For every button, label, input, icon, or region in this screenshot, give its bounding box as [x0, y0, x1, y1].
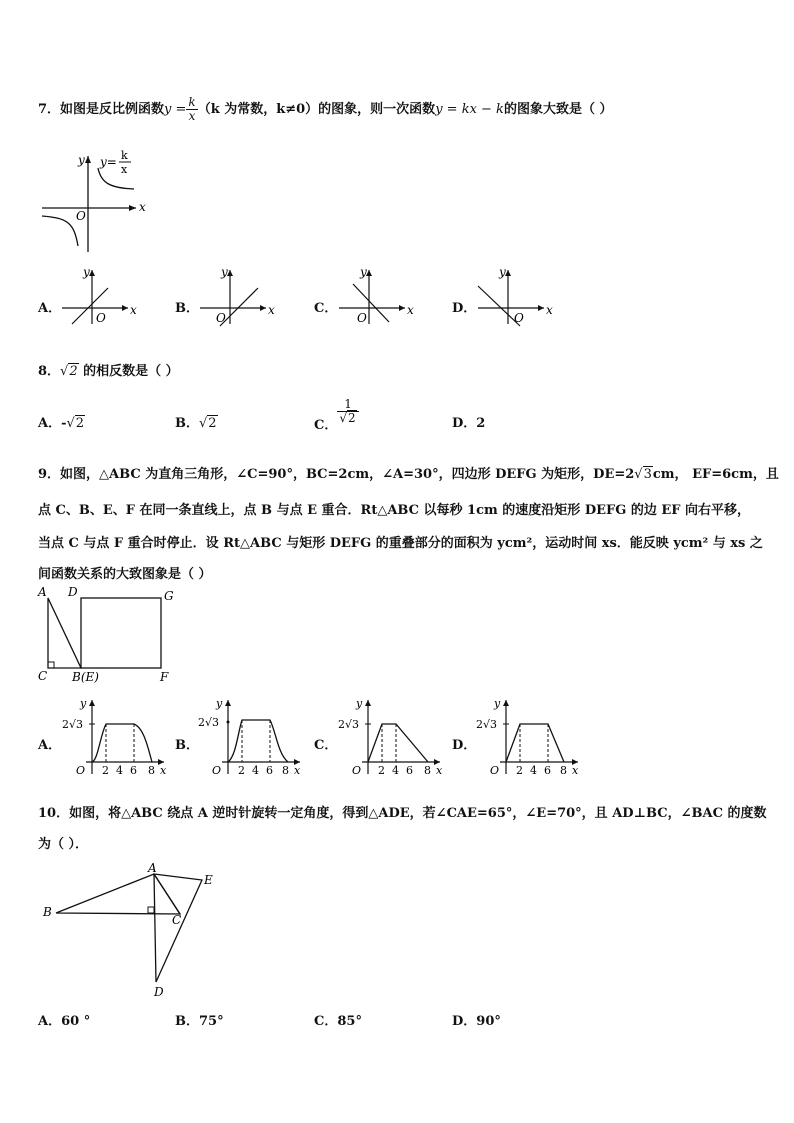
- q7-prefix: 7．如图是反比例函数: [38, 102, 165, 117]
- q8-option-a-label: A．: [38, 416, 62, 431]
- q7-a-origin: O: [96, 311, 106, 325]
- q8-option-c[interactable]: [314, 397, 359, 433]
- q8-option-d[interactable]: [452, 412, 485, 431]
- q8-option-a-pre: -: [61, 416, 67, 431]
- q7-d-origin: O: [514, 311, 524, 325]
- q8-option-d-text: 2: [476, 416, 486, 431]
- q10-figure: [38, 860, 238, 1000]
- q9-figure: [36, 586, 186, 686]
- q7-b-x-label: x: [268, 303, 275, 317]
- q8-option-b-radicand: 2: [208, 416, 217, 431]
- q7-b-origin: O: [216, 311, 226, 325]
- q8-option-a-radicand: 2: [75, 416, 85, 431]
- q9-line-3: 当点 C 与点 F 重合时停止．设 Rt△ABC 与矩形 DEFG 的重叠部分的面积为 ycm²，运动时间 xs．能反映 ycm² 与 xs 之: [38, 536, 763, 551]
- q9-option-d-label[interactable]: D．: [452, 738, 477, 753]
- q7-stem: [38, 96, 612, 123]
- q8-option-c-frac: [337, 398, 358, 425]
- q9-line-1a: 9．如图，△ABC 为直角三角形，∠C=90°，BC=2cm，∠A=30°，四边形 DEFG 为矩形，DE=2: [38, 467, 635, 482]
- q8-option-c-num: 1: [337, 398, 358, 412]
- q9-label-be: B(E): [72, 670, 99, 684]
- q7-hyperbola-graph: [38, 148, 178, 258]
- q7-hyperbola-branch-2: [42, 216, 78, 246]
- q9-b-y: y: [216, 697, 223, 710]
- q7-option-d-label[interactable]: D．: [452, 301, 477, 316]
- q7-a-y-label: y: [83, 265, 90, 279]
- q7-hyperbola-branch-1: [98, 168, 134, 189]
- q10-option-b[interactable]: [175, 1010, 224, 1029]
- q7-frac-den: x: [188, 109, 196, 123]
- q7-suffix: 的图象大致是（ ）: [503, 102, 613, 117]
- q10-label-b: B: [43, 905, 52, 919]
- q9-d-y: y: [494, 697, 501, 710]
- q8-option-b-sqrt: √2: [199, 416, 217, 431]
- q9-label-f: F: [160, 670, 169, 684]
- q9-d-x8: 8: [560, 764, 567, 777]
- q9-b-x8: 8: [282, 764, 289, 777]
- q10-label-c: C: [172, 913, 182, 927]
- q10-label-e: E: [204, 873, 213, 887]
- q9-a-x: x: [160, 764, 167, 777]
- q9-option-b-label[interactable]: B．: [175, 738, 199, 753]
- q9-label-d: D: [68, 585, 78, 599]
- q7-mid: （k 为常数，k≠0）的图象，则一次函数: [197, 102, 436, 117]
- q7-y-eq: y =: [164, 102, 187, 117]
- q10-label-a: A: [148, 861, 157, 875]
- q9-triangle: [48, 598, 81, 668]
- q7-graph-eq-den: x: [121, 163, 128, 176]
- q8-option-d-label: D．: [452, 416, 477, 431]
- q9-b-x2: 2: [238, 764, 245, 777]
- q9-a-y: y: [80, 697, 87, 710]
- q9-rectangle: [81, 598, 161, 668]
- q9-label-g: G: [164, 589, 174, 603]
- q9-d-origin: O: [490, 764, 500, 777]
- q9-c-origin: O: [352, 764, 362, 777]
- q8-option-c-den: √2: [339, 411, 356, 425]
- q9-line-1b: cm， EF=6cm，且: [652, 467, 779, 482]
- q10-option-a-label: A．: [38, 1014, 62, 1029]
- q10-option-a-text: 60 °: [61, 1014, 91, 1029]
- q9-a-ytick: 2√3: [62, 718, 84, 731]
- q7-d-y-label: y: [499, 265, 506, 279]
- q7-c-origin: O: [357, 311, 367, 325]
- q10-option-b-label: B．: [175, 1014, 199, 1029]
- q10-option-a[interactable]: [38, 1010, 90, 1029]
- q7-graph-eq-y: y=: [100, 155, 117, 169]
- q9-option-d-graph[interactable]: [474, 696, 584, 780]
- q9-c-ytick: 2√3: [338, 718, 360, 731]
- q10-line-2: 为（ ）．: [38, 837, 89, 852]
- q9-label-c: C: [38, 669, 48, 683]
- q9-b-ytick: 2√3: [198, 716, 220, 729]
- q9-line-1: [38, 463, 779, 482]
- q7-c-y-label: y: [360, 265, 367, 279]
- q9-a-x4: 4: [116, 764, 123, 777]
- q10-option-d-text: 90°: [476, 1014, 501, 1029]
- q9-d-ytick: 2√3: [476, 718, 498, 731]
- q7-option-d-graph[interactable]: [474, 266, 554, 326]
- q9-option-c-graph[interactable]: [336, 696, 446, 780]
- q9-c-x8: 8: [424, 764, 431, 777]
- q9-d-x6: 6: [544, 764, 551, 777]
- q9-radicand: 3: [643, 467, 652, 482]
- q9-line-4: 间函数关系的大致图象是（ ）: [38, 567, 212, 582]
- q10-option-c[interactable]: [314, 1010, 362, 1029]
- q8-option-c-label: C．: [314, 418, 338, 433]
- q7-c-x-label: x: [407, 303, 414, 317]
- q9-d-x: x: [572, 764, 579, 777]
- q8-sqrt: √2: [60, 364, 78, 379]
- q10-triangle-abc: [56, 874, 180, 914]
- q8-stem: [38, 360, 179, 379]
- q9-c-x: x: [436, 764, 443, 777]
- q9-b-x: x: [294, 764, 301, 777]
- q9-a-x2: 2: [102, 764, 109, 777]
- q9-a-x8: 8: [148, 764, 155, 777]
- q9-label-a: A: [38, 585, 47, 599]
- q7-option-b-label[interactable]: B．: [175, 301, 199, 316]
- q7-fraction: [186, 96, 197, 123]
- q10-option-c-label: C．: [314, 1014, 338, 1029]
- q9-line-2: 点 C、B、E、F 在同一条直线上，点 B 与点 E 重合．Rt△ABC 以每秒 1cm 的速度沿矩形 DEFG 的边 EF 向右平移，: [38, 503, 751, 518]
- q9-b-x4: 4: [252, 764, 259, 777]
- q7-linear-eq: y = kx − k: [435, 102, 504, 117]
- q7-option-c-graph[interactable]: [335, 266, 415, 326]
- q9-c-x4: 4: [392, 764, 399, 777]
- q9-d-x4: 4: [530, 764, 537, 777]
- q10-triangle-ade: [154, 874, 202, 982]
- q7-y-label: y: [78, 153, 85, 167]
- q8-suffix: 的相反数是（ ）: [83, 364, 179, 379]
- q7-x-arrow-icon: [129, 205, 136, 211]
- q9-c-y: y: [356, 697, 363, 710]
- q9-option-a-graph[interactable]: [60, 696, 170, 780]
- q7-y-arrow-icon: [85, 156, 91, 163]
- q9-right-angle-mark: [48, 662, 54, 668]
- q7-x-label: x: [139, 200, 146, 214]
- q9-b-x6: 6: [266, 764, 273, 777]
- q9-sqrt: √3: [634, 467, 652, 482]
- q9-c-x6: 6: [406, 764, 413, 777]
- q7-option-c-label[interactable]: C．: [314, 301, 338, 316]
- q7-frac-num: k: [188, 95, 196, 109]
- q8-option-b-label: B．: [175, 416, 199, 431]
- q10-option-b-text: 75°: [199, 1014, 224, 1029]
- q10-option-c-text: 85°: [337, 1014, 362, 1029]
- q9-a-x6: 6: [130, 764, 137, 777]
- q9-option-a-label[interactable]: A．: [38, 738, 62, 753]
- q10-label-d: D: [154, 985, 164, 999]
- q7-option-a-graph[interactable]: [58, 266, 138, 326]
- q9-a-origin: O: [76, 764, 86, 777]
- q8-option-b[interactable]: [175, 412, 218, 431]
- q9-option-c-label[interactable]: C．: [314, 738, 338, 753]
- q7-graph-eq-num: k: [121, 149, 128, 162]
- q8-radicand: 2: [69, 364, 78, 379]
- q9-c-x2: 2: [378, 764, 385, 777]
- q8-option-a[interactable]: [38, 412, 85, 431]
- q10-right-angle-mark: [148, 907, 154, 913]
- q9-b-origin: O: [212, 764, 222, 777]
- q7-d-x-label: x: [546, 303, 553, 317]
- q7-option-a-label[interactable]: A．: [38, 301, 62, 316]
- q9-d-x2: 2: [516, 764, 523, 777]
- q8-option-a-sqrt: √2: [66, 416, 85, 431]
- q7-origin: O: [76, 209, 86, 223]
- q8-prefix: 8．: [38, 364, 61, 379]
- q7-option-b-graph[interactable]: [196, 266, 276, 326]
- q10-line-1: 10．如图，将△ABC 绕点 A 逆时针旋转一定角度，得到△ADE，若∠CAE=65°，∠E=70°，且 AD⊥BC，∠BAC 的度数: [38, 806, 767, 821]
- q7-a-x-label: x: [130, 303, 137, 317]
- q8-option-c-den-radicand: 2: [348, 411, 356, 425]
- q10-option-d-label: D．: [452, 1014, 477, 1029]
- q10-option-d[interactable]: [452, 1010, 501, 1029]
- q7-b-y-label: y: [221, 265, 228, 279]
- q9-option-b-graph[interactable]: [196, 696, 306, 780]
